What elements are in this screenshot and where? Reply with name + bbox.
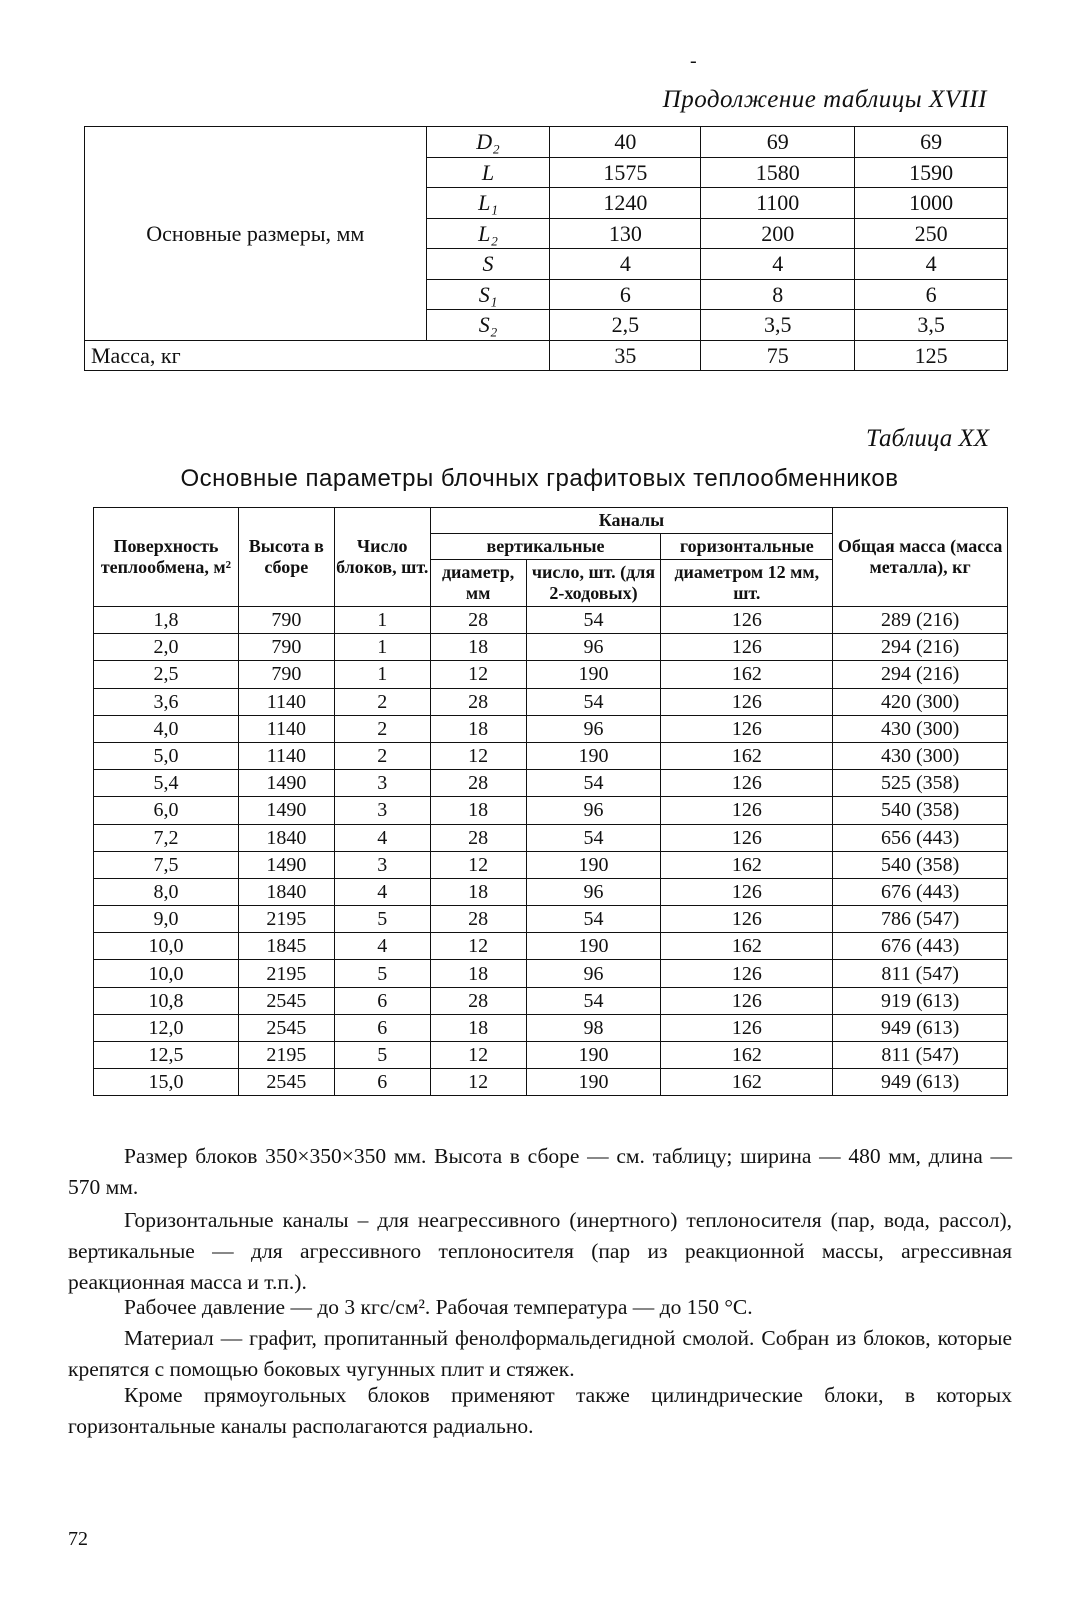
value-cell: 4 — [701, 249, 855, 280]
table-cell: 96 — [526, 878, 661, 905]
table-cell: 126 — [661, 797, 833, 824]
group-label: Основные размеры, мм — [85, 127, 427, 341]
table-cell: 18 — [430, 797, 526, 824]
value-cell: 69 — [701, 127, 855, 158]
table-cell: 12 — [430, 742, 526, 769]
table-cell: 2195 — [238, 1042, 334, 1069]
table-cell: 162 — [661, 742, 833, 769]
table-cell: 4 — [334, 933, 430, 960]
table-cell: 126 — [661, 960, 833, 987]
table-cell: 2195 — [238, 960, 334, 987]
symbol-cell: D₂ — [426, 127, 550, 158]
paragraph-text: Размер блоков 350×350×350 мм. Высота в сборе — см. таблицу; ширина — 480 мм, длина — 570 мм. — [68, 1144, 1012, 1199]
table-row — [94, 1042, 1008, 1069]
table-title: Основные параметры блочных графитовых теплообменников — [180, 465, 899, 492]
table-cell: 96 — [526, 715, 661, 742]
table-cell: 126 — [661, 634, 833, 661]
mass-value: 125 — [855, 340, 1008, 371]
table-cell: 430 (300) — [833, 742, 1008, 769]
table-cell: 949 (613) — [833, 1014, 1008, 1041]
table-cell: 162 — [661, 851, 833, 878]
table-cell: 811 (547) — [833, 960, 1008, 987]
table-cell: 54 — [526, 688, 661, 715]
table-number: Таблица XX — [866, 425, 989, 452]
header-height: Высота в сборе — [238, 508, 334, 607]
value-cell: 6 — [855, 279, 1008, 310]
table-cell: 7,5 — [94, 851, 239, 878]
table-row — [94, 797, 1008, 824]
table-cell: 15,0 — [94, 1069, 239, 1096]
table-row — [94, 1014, 1008, 1041]
value-cell: 1000 — [855, 188, 1008, 219]
table-cell: 1 — [334, 607, 430, 634]
paragraph — [68, 1323, 1012, 1385]
page-top-mark: - — [690, 50, 697, 72]
table-row — [94, 987, 1008, 1014]
table-cell: 2545 — [238, 1014, 334, 1041]
table-cell: 1140 — [238, 715, 334, 742]
table-cell: 98 — [526, 1014, 661, 1041]
symbol-cell: S₁ — [426, 279, 550, 310]
table-cell: 2,0 — [94, 634, 239, 661]
paragraph — [68, 1141, 1012, 1203]
mass-label: Масса, кг — [85, 340, 550, 371]
table-cell: 54 — [526, 906, 661, 933]
table-cell: 949 (613) — [833, 1069, 1008, 1096]
table-cell: 10,8 — [94, 987, 239, 1014]
table-cell: 7,2 — [94, 824, 239, 851]
value-cell: 4 — [550, 249, 701, 280]
paragraph-text: Кроме прямоугольных блоков применяют также цилиндрические блоки, в которых горизонтальные каналы располагаются радиально. — [68, 1383, 1012, 1438]
table-cell: 6 — [334, 1014, 430, 1041]
header-vertical: вертикальные — [430, 534, 661, 560]
table-row — [94, 960, 1008, 987]
table-cell: 190 — [526, 1042, 661, 1069]
table-cell: 18 — [430, 634, 526, 661]
table-cell: 162 — [661, 933, 833, 960]
table-cell: 420 (300) — [833, 688, 1008, 715]
table-cell: 28 — [430, 770, 526, 797]
table-cell: 6,0 — [94, 797, 239, 824]
table-cell: 8,0 — [94, 878, 239, 905]
symbol-cell: S₂ — [426, 310, 550, 341]
header-surface: Поверхность теплообмена, м² — [94, 508, 239, 607]
table-cell: 790 — [238, 607, 334, 634]
table-cell: 54 — [526, 824, 661, 851]
table-cell: 786 (547) — [833, 906, 1008, 933]
table-cell: 294 (216) — [833, 661, 1008, 688]
table-cell: 790 — [238, 661, 334, 688]
table-row — [94, 878, 1008, 905]
table-cell: 5 — [334, 906, 430, 933]
table-cell: 126 — [661, 607, 833, 634]
table-cell: 190 — [526, 851, 661, 878]
symbol-cell: L₂ — [426, 218, 550, 249]
table-cell: 126 — [661, 770, 833, 797]
table-cell: 4,0 — [94, 715, 239, 742]
table-cell: 9,0 — [94, 906, 239, 933]
page-number: 72 — [68, 1528, 88, 1550]
table-row — [85, 127, 1008, 158]
table-cell: 525 (358) — [833, 770, 1008, 797]
table-cell: 18 — [430, 715, 526, 742]
table-cell: 2 — [334, 715, 430, 742]
table-cell: 5,0 — [94, 742, 239, 769]
table-cell: 12 — [430, 933, 526, 960]
table-cell: 4 — [334, 824, 430, 851]
table-cell: 540 (358) — [833, 851, 1008, 878]
table-20 — [93, 507, 1008, 1096]
table-cell: 5 — [334, 960, 430, 987]
table-cell: 1490 — [238, 770, 334, 797]
table-row — [94, 770, 1008, 797]
table-row — [94, 715, 1008, 742]
header-mass: Общая масса (масса металла), кг — [833, 508, 1008, 607]
table-cell: 540 (358) — [833, 797, 1008, 824]
mass-value: 75 — [701, 340, 855, 371]
table-cell: 12,5 — [94, 1042, 239, 1069]
header-channels: Каналы — [430, 508, 833, 534]
table-cell: 162 — [661, 661, 833, 688]
table-cell: 1140 — [238, 688, 334, 715]
table-row — [94, 906, 1008, 933]
value-cell: 1580 — [701, 157, 855, 188]
table-cell: 190 — [526, 742, 661, 769]
table-cell: 3,6 — [94, 688, 239, 715]
table-row — [94, 1069, 1008, 1096]
table-cell: 126 — [661, 715, 833, 742]
value-cell: 4 — [855, 249, 1008, 280]
table-cell: 190 — [526, 1069, 661, 1096]
table-cell: 1840 — [238, 878, 334, 905]
table-cell: 96 — [526, 797, 661, 824]
value-cell: 200 — [701, 218, 855, 249]
table-cell: 10,0 — [94, 960, 239, 987]
table-cell: 126 — [661, 1014, 833, 1041]
table-cell: 54 — [526, 607, 661, 634]
table-cell: 12 — [430, 661, 526, 688]
header-horizontal: горизонтальные — [661, 534, 833, 560]
paragraph — [68, 1205, 1012, 1298]
continuation-caption: Продолжение таблицы XVIII — [662, 86, 987, 113]
paragraph — [68, 1380, 1012, 1442]
table-cell: 2545 — [238, 1069, 334, 1096]
value-cell: 1590 — [855, 157, 1008, 188]
table-cell: 811 (547) — [833, 1042, 1008, 1069]
table-cell: 162 — [661, 1069, 833, 1096]
table-cell: 126 — [661, 688, 833, 715]
symbol-cell: L — [426, 157, 550, 188]
header-blocks: Число блоков, шт. — [334, 508, 430, 607]
table-cell: 126 — [661, 824, 833, 851]
table-cell: 790 — [238, 634, 334, 661]
mass-value: 35 — [550, 340, 701, 371]
table-cell: 6 — [334, 987, 430, 1014]
table-cell: 1490 — [238, 851, 334, 878]
table-cell: 12,0 — [94, 1014, 239, 1041]
table-cell: 28 — [430, 824, 526, 851]
table-cell: 126 — [661, 906, 833, 933]
table-cell: 1,8 — [94, 607, 239, 634]
table-cell: 1 — [334, 661, 430, 688]
table-row — [94, 933, 1008, 960]
paragraph-text: Рабочее давление — до 3 кгс/см². Рабочая температура — до 150 °С. — [124, 1295, 753, 1319]
mass-row — [85, 340, 1008, 371]
table-row — [94, 824, 1008, 851]
header-diameter: диаметр, мм — [430, 560, 526, 607]
table-cell: 3 — [334, 851, 430, 878]
table-row — [94, 634, 1008, 661]
value-cell: 6 — [550, 279, 701, 310]
table-cell: 28 — [430, 906, 526, 933]
value-cell: 3,5 — [855, 310, 1008, 341]
table-cell: 96 — [526, 634, 661, 661]
table-cell: 190 — [526, 661, 661, 688]
value-cell: 2,5 — [550, 310, 701, 341]
table-cell: 190 — [526, 933, 661, 960]
table-cell: 28 — [430, 688, 526, 715]
table-cell: 18 — [430, 1014, 526, 1041]
table-row — [94, 851, 1008, 878]
table-cell: 4 — [334, 878, 430, 905]
value-cell: 1240 — [550, 188, 701, 219]
table-cell: 162 — [661, 1042, 833, 1069]
table-cell: 12 — [430, 1042, 526, 1069]
value-cell: 130 — [550, 218, 701, 249]
table-cell: 289 (216) — [833, 607, 1008, 634]
table-row — [94, 742, 1008, 769]
table-cell: 1845 — [238, 933, 334, 960]
table-cell: 28 — [430, 607, 526, 634]
table-cell: 3 — [334, 770, 430, 797]
table-cell: 5 — [334, 1042, 430, 1069]
table-cell: 1140 — [238, 742, 334, 769]
table-cell: 1840 — [238, 824, 334, 851]
table-row — [94, 607, 1008, 634]
table-cell: 18 — [430, 960, 526, 987]
table-cell: 676 (443) — [833, 878, 1008, 905]
table-cell: 96 — [526, 960, 661, 987]
table-cell: 18 — [430, 878, 526, 905]
table-cell: 1 — [334, 634, 430, 661]
table-cell: 2545 — [238, 987, 334, 1014]
table-row — [94, 688, 1008, 715]
table-cell: 54 — [526, 987, 661, 1014]
table-row — [94, 661, 1008, 688]
table-cell: 5,4 — [94, 770, 239, 797]
table-cell: 676 (443) — [833, 933, 1008, 960]
symbol-cell: L₁ — [426, 188, 550, 219]
value-cell: 1575 — [550, 157, 701, 188]
symbol-cell: S — [426, 249, 550, 280]
table-cell: 1490 — [238, 797, 334, 824]
table-cell: 656 (443) — [833, 824, 1008, 851]
paragraph-text: Горизонтальные каналы – для неагрессивного (инертного) теплоносителя (пар, вода, рассол), вертикальные — для агрессивного теплоносителя (пар из реакционной массы, агрессивная реакционная масса и т.п.). — [68, 1208, 1012, 1294]
table-cell: 12 — [430, 1069, 526, 1096]
table-cell: 126 — [661, 878, 833, 905]
table-cell: 294 (216) — [833, 634, 1008, 661]
paragraph-text: Материал — графит, пропитанный фенолформальдегидной смолой. Собран из блоков, которые крепятся с помощью боковых чугунных плит и стяжек. — [68, 1326, 1012, 1381]
paragraph — [68, 1292, 1012, 1323]
value-cell: 250 — [855, 218, 1008, 249]
value-cell: 40 — [550, 127, 701, 158]
table-cell: 919 (613) — [833, 987, 1008, 1014]
table-cell: 54 — [526, 770, 661, 797]
table-cell: 2195 — [238, 906, 334, 933]
table-cell: 2,5 — [94, 661, 239, 688]
value-cell: 8 — [701, 279, 855, 310]
table-cell: 3 — [334, 797, 430, 824]
table-18-continuation — [84, 126, 1008, 371]
value-cell: 1100 — [701, 188, 855, 219]
table-cell: 126 — [661, 987, 833, 1014]
table-cell: 6 — [334, 1069, 430, 1096]
table-cell: 2 — [334, 688, 430, 715]
table-cell: 2 — [334, 742, 430, 769]
table-cell: 28 — [430, 987, 526, 1014]
table-cell: 12 — [430, 851, 526, 878]
table-cell: 430 (300) — [833, 715, 1008, 742]
table-cell: 10,0 — [94, 933, 239, 960]
header-count: число, шт. (для 2-ходовых) — [526, 560, 661, 607]
value-cell: 3,5 — [701, 310, 855, 341]
header-horizontal-count: диаметром 12 мм, шт. — [661, 560, 833, 607]
value-cell: 69 — [855, 127, 1008, 158]
